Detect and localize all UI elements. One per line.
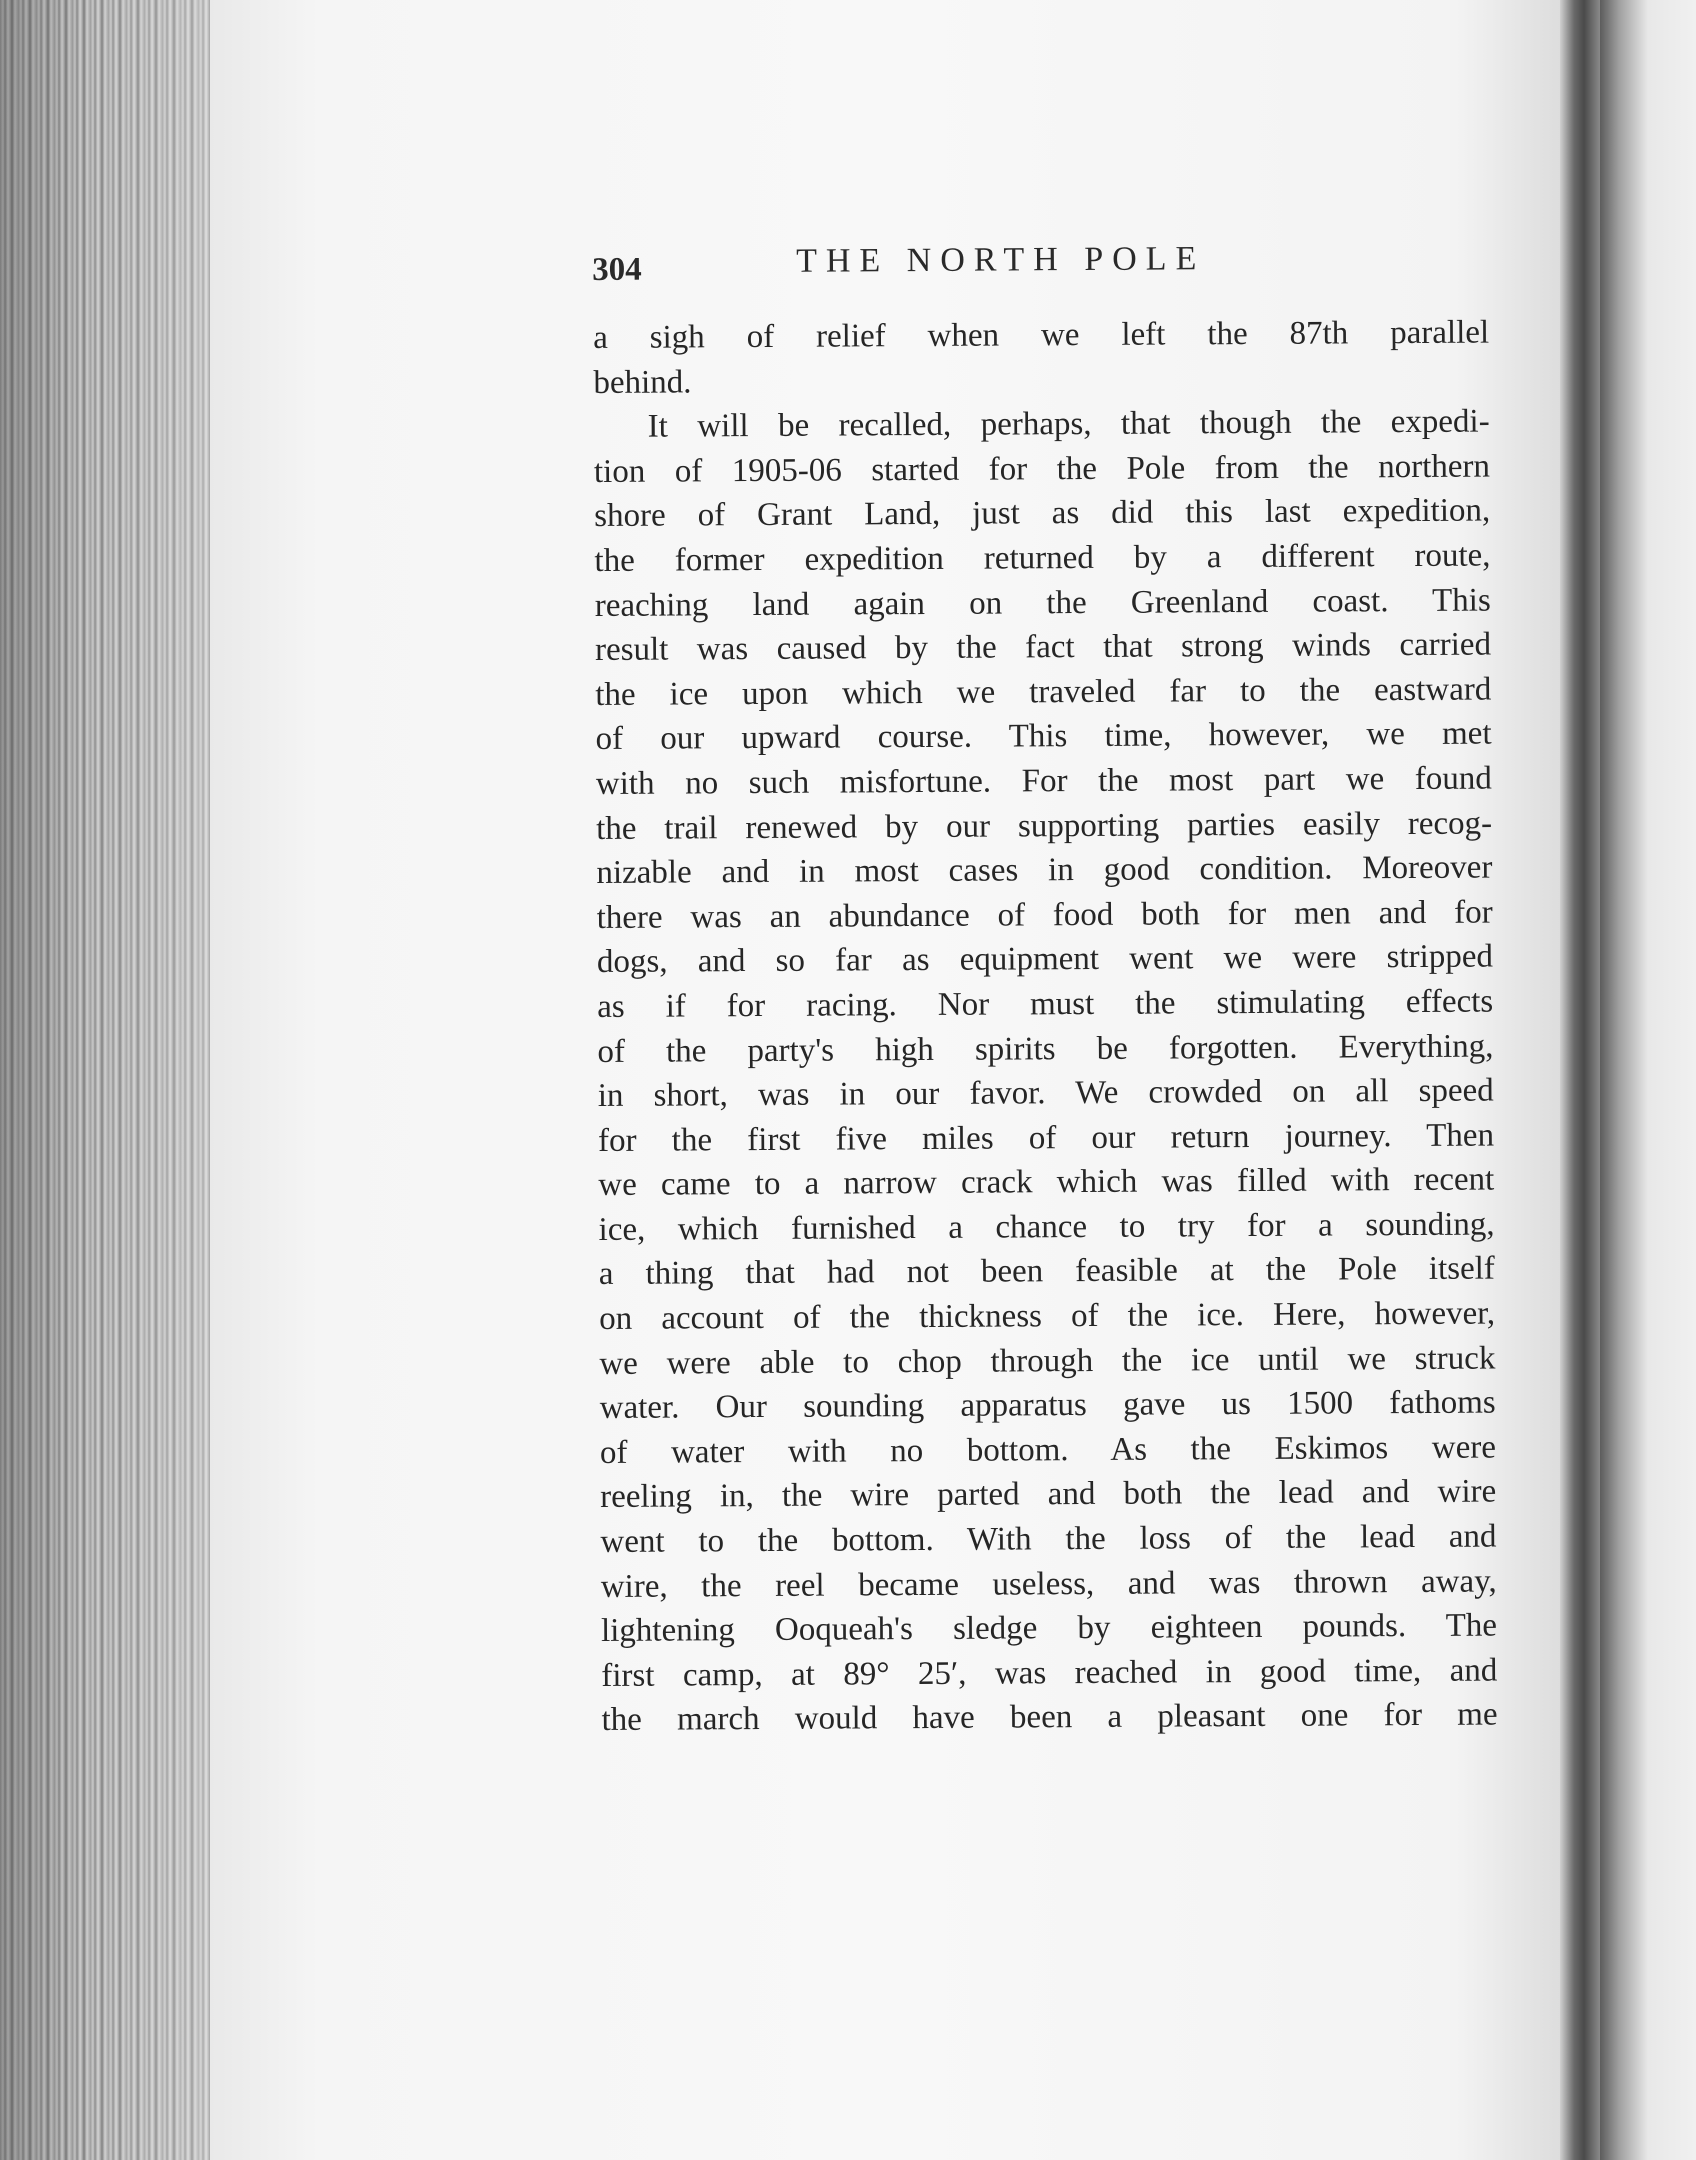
- text-line: on account of the thickness of the ice. Here, however,: [599, 1295, 1496, 1338]
- text-line: of our upward course. This time, however, we met: [595, 715, 1492, 758]
- text-line: reeling in, the wire parted and both the lead and wire: [600, 1473, 1497, 1516]
- text-line: the march would have been a pleasant one for me: [601, 1696, 1498, 1739]
- text-line: shore of Grant Land, just as did this last expedition,: [594, 492, 1491, 535]
- text-line: of the party's high spirits be forgotten. Everything,: [597, 1028, 1494, 1070]
- text-line: the ice upon which we traveled far to the eastward: [595, 671, 1492, 713]
- text-line: dogs, and so far as equipment went we were stripped: [596, 938, 1494, 981]
- text-line: ice, which furnished a chance to try for a sounding,: [598, 1206, 1495, 1248]
- text-line: the former expedition returned by a different route,: [594, 537, 1491, 579]
- text-line: there was an abundance of food both for men and for: [596, 894, 1493, 936]
- page-stack-edges: [0, 0, 215, 2160]
- text-line: tion of 1905-06 started for the Pole from the northern: [593, 448, 1491, 490]
- text-line: in short, was in our favor. We crowded on all speed: [597, 1072, 1494, 1115]
- book-gutter: [1560, 0, 1600, 2160]
- text-line: a thing that had not been feasible at the Pole itself: [598, 1250, 1495, 1293]
- running-title: THE NORTH POLE: [796, 240, 1206, 280]
- text-line: It will be recalled, perhaps, that though the expedi-: [647, 403, 1490, 445]
- text-line: we came to a narrow crack which was filled with recent: [598, 1161, 1495, 1204]
- text-line: reaching land again on the Greenland coast. This: [594, 582, 1491, 624]
- text-line: went to the bottom. With the loss of the lead and: [600, 1518, 1497, 1561]
- text-line: of water with no bottom. As the Eskimos were: [599, 1429, 1497, 1471]
- running-head: [592, 236, 1292, 300]
- text-line: lightening Ooqueah's sledge by eighteen pounds. The: [600, 1607, 1498, 1650]
- text-line: result was caused by the fact that strong winds carried: [594, 626, 1492, 669]
- text-line: the trail renewed by our supporting parties easily recog-: [596, 805, 1493, 847]
- text-line: a sigh of relief when we left the 87th parallel: [593, 314, 1490, 356]
- text-line: we were able to chop through the ice until we struck: [599, 1340, 1496, 1382]
- text-line: water. Our sounding apparatus gave us 1500 fathoms: [599, 1384, 1496, 1427]
- body-text: [593, 311, 1498, 1743]
- text-line: wire, the reel became useless, and was thrown away,: [600, 1563, 1497, 1605]
- text-line: with no such misfortune. For the most part we found: [595, 760, 1492, 802]
- page-number: 304: [592, 251, 642, 288]
- facing-page-edge: [1600, 0, 1696, 2160]
- text-line: first camp, at 89° 25′, was reached in good time, and: [601, 1652, 1498, 1694]
- text-line: for the first five miles of our return journey. Then: [597, 1117, 1495, 1159]
- text-line: as if for racing. Nor must the stimulating effects: [597, 983, 1494, 1025]
- text-line: nizable and in most cases in good condition. Moreover: [596, 849, 1493, 892]
- text-line: behind.: [593, 363, 692, 401]
